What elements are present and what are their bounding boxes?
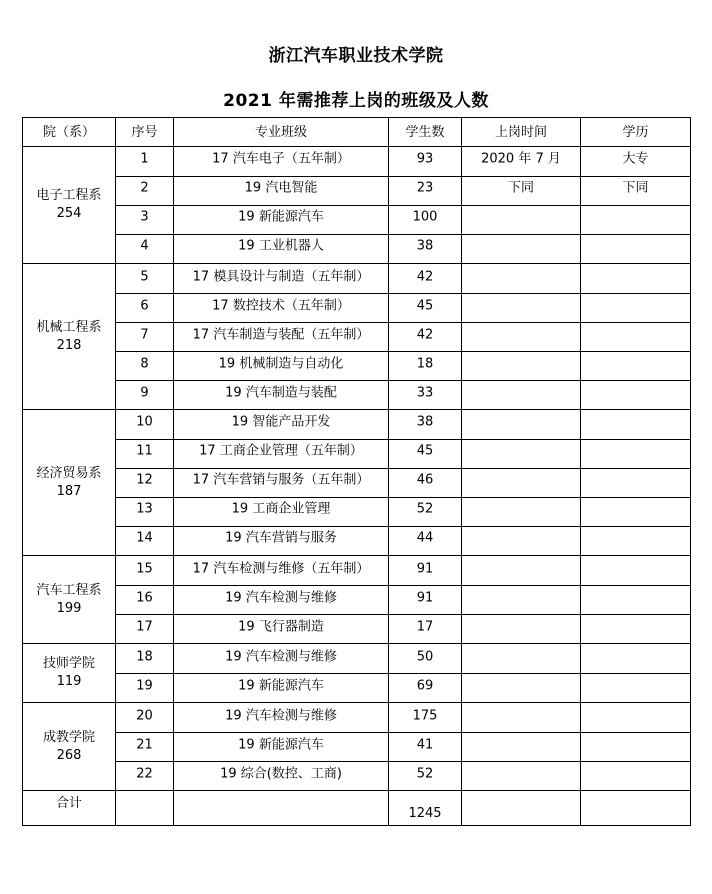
student-count: 52 xyxy=(416,501,434,517)
class-name-cell xyxy=(174,733,389,762)
table-row xyxy=(23,615,691,644)
student-count-cell xyxy=(389,703,462,733)
row-number-cell xyxy=(116,762,174,791)
education-level-cell xyxy=(581,206,691,235)
department-count: 268 xyxy=(56,747,82,763)
header-dept: 院（系） xyxy=(23,118,116,147)
row-number: 18 xyxy=(136,649,153,664)
class-name: 19 汽车检测与维修 xyxy=(225,590,337,606)
row-number: 12 xyxy=(136,472,153,488)
class-name: 17 汽车营销与服务（五年制） xyxy=(192,472,370,488)
row-number-cell xyxy=(116,615,174,644)
class-name: 17 数控技术（五年制） xyxy=(212,298,350,314)
class-name-cell xyxy=(174,410,389,440)
row-number-cell xyxy=(116,177,174,206)
student-count: 42 xyxy=(416,327,434,343)
education-level-cell xyxy=(581,264,691,294)
class-name: 19 新能源汽车 xyxy=(238,737,324,753)
student-count: 38 xyxy=(416,238,434,254)
student-count-cell xyxy=(389,206,462,235)
class-name-cell xyxy=(174,206,389,235)
row-number-cell xyxy=(116,294,174,323)
class-name: 19 工业机器人 xyxy=(238,238,324,254)
placement-time-cell xyxy=(462,147,581,177)
table-row xyxy=(23,762,691,791)
row-number: 6 xyxy=(140,298,149,314)
education-level-cell xyxy=(581,762,691,791)
department-name: 机械工程系 xyxy=(36,319,102,335)
class-name: 17 汽车检测与维修（五年制） xyxy=(192,561,370,576)
student-count: 100 xyxy=(412,209,438,225)
placement-time-cell xyxy=(462,294,581,323)
student-count: 23 xyxy=(416,180,434,196)
total-seq-empty xyxy=(116,791,174,826)
student-count-cell xyxy=(389,381,462,410)
class-name-cell xyxy=(174,294,389,323)
placement-time-cell xyxy=(462,556,581,586)
class-name: 17 工商企业管理（五年制） xyxy=(199,443,363,459)
student-count-cell xyxy=(389,733,462,762)
placement-time-cell xyxy=(462,733,581,762)
class-name-cell xyxy=(174,264,389,294)
placement-time-cell xyxy=(462,323,581,352)
row-number: 20 xyxy=(136,708,153,723)
student-count-cell xyxy=(389,498,462,527)
row-number-cell xyxy=(116,498,174,527)
document-subtitle: 2021 年需推荐上岗的班级及人数 xyxy=(223,91,489,111)
education-level-cell xyxy=(581,410,691,440)
row-number-cell xyxy=(116,410,174,440)
total-students: 1245 xyxy=(389,791,462,826)
class-name: 19 汽车检测与维修 xyxy=(225,649,337,664)
total-class-empty xyxy=(174,791,389,826)
row-number-cell xyxy=(116,586,174,615)
table-row xyxy=(23,498,691,527)
class-name-cell xyxy=(174,235,389,264)
student-count: 41 xyxy=(416,737,434,753)
row-number-cell xyxy=(116,264,174,294)
class-name-cell xyxy=(174,586,389,615)
student-count: 38 xyxy=(416,414,434,429)
class-name: 17 汽车电子（五年制） xyxy=(212,151,350,166)
department-name: 经济贸易系 xyxy=(36,465,102,481)
department-cell xyxy=(23,147,116,264)
class-name: 19 汽车制造与装配 xyxy=(225,385,337,401)
class-name: 19 机械制造与自动化 xyxy=(218,356,344,372)
class-name: 17 模具设计与制造（五年制） xyxy=(192,269,370,284)
table-row xyxy=(23,206,691,235)
row-number: 5 xyxy=(140,269,149,284)
student-count-cell xyxy=(389,352,462,381)
student-count: 17 xyxy=(416,619,434,635)
student-count: 45 xyxy=(416,298,434,314)
student-count-cell xyxy=(389,527,462,556)
placement-time-cell xyxy=(462,586,581,615)
student-count-cell xyxy=(389,762,462,791)
student-count-cell xyxy=(389,644,462,674)
student-count-cell xyxy=(389,264,462,294)
class-name: 19 汽车检测与维修 xyxy=(225,708,337,723)
class-name-cell xyxy=(174,644,389,674)
row-number: 8 xyxy=(140,356,149,372)
department-cell xyxy=(23,644,116,703)
table-row xyxy=(23,703,691,733)
row-number: 7 xyxy=(140,327,149,343)
total-time-empty xyxy=(462,791,581,826)
student-count-cell xyxy=(389,615,462,644)
row-number: 21 xyxy=(136,737,153,753)
student-count-cell xyxy=(389,235,462,264)
department-count: 187 xyxy=(56,483,82,499)
row-number: 15 xyxy=(136,561,153,576)
table-row xyxy=(23,147,691,177)
education-level-cell xyxy=(581,235,691,264)
class-name-cell xyxy=(174,703,389,733)
student-count: 50 xyxy=(416,649,434,664)
row-number-cell xyxy=(116,703,174,733)
row-number-cell xyxy=(116,147,174,177)
document-title: 浙江汽车职业技术学院 xyxy=(268,46,444,66)
table-row xyxy=(23,264,691,294)
placement-time: 2020 年 7 月 xyxy=(481,151,561,166)
class-name-cell xyxy=(174,323,389,352)
student-count: 175 xyxy=(412,708,438,723)
table-row xyxy=(23,586,691,615)
total-row xyxy=(23,791,691,826)
education-level-cell xyxy=(581,615,691,644)
total-edu-empty xyxy=(581,791,691,826)
student-count: 69 xyxy=(416,678,434,694)
student-count: 33 xyxy=(416,385,434,401)
class-name-cell xyxy=(174,674,389,703)
placement-time-cell xyxy=(462,644,581,674)
class-name-cell xyxy=(174,352,389,381)
table-row xyxy=(23,235,691,264)
row-number: 2 xyxy=(140,180,149,196)
class-name-cell xyxy=(174,177,389,206)
row-number-cell xyxy=(116,352,174,381)
department-count: 199 xyxy=(56,600,82,616)
department-name: 技师学院 xyxy=(42,656,95,671)
class-name: 19 飞行器制造 xyxy=(238,619,324,635)
education-level-cell xyxy=(581,352,691,381)
class-name: 19 新能源汽车 xyxy=(238,678,324,694)
education-level-cell xyxy=(581,733,691,762)
placement-time-cell xyxy=(462,410,581,440)
student-count: 52 xyxy=(416,766,434,782)
table-row xyxy=(23,644,691,674)
class-name-cell xyxy=(174,469,389,498)
class-name: 19 智能产品开发 xyxy=(231,414,331,429)
student-count: 91 xyxy=(416,590,434,606)
student-count: 18 xyxy=(416,356,434,372)
department-cell xyxy=(23,264,116,410)
department-name: 电子工程系 xyxy=(36,188,102,203)
table-row xyxy=(23,177,691,206)
student-count-cell xyxy=(389,556,462,586)
table-row xyxy=(23,527,691,556)
placement-time-cell xyxy=(462,762,581,791)
table-row xyxy=(23,323,691,352)
row-number: 10 xyxy=(136,414,153,429)
class-name-cell xyxy=(174,147,389,177)
education-level-cell xyxy=(581,294,691,323)
placement-time-cell xyxy=(462,177,581,206)
table-row xyxy=(23,440,691,469)
placement-table xyxy=(22,117,691,826)
education-level-cell xyxy=(581,498,691,527)
education-level-cell xyxy=(581,147,691,177)
row-number: 9 xyxy=(140,385,149,401)
class-name-cell xyxy=(174,556,389,586)
education-level-cell xyxy=(581,644,691,674)
placement-time: 下同 xyxy=(507,180,534,196)
department-name: 成教学院 xyxy=(42,729,95,745)
row-number: 14 xyxy=(136,530,153,546)
table-row xyxy=(23,352,691,381)
education-level-cell xyxy=(581,527,691,556)
placement-time-cell xyxy=(462,703,581,733)
student-count: 44 xyxy=(416,530,434,546)
placement-time-cell xyxy=(462,206,581,235)
row-number-cell xyxy=(116,527,174,556)
education-level-cell xyxy=(581,177,691,206)
header-time: 上岗时间 xyxy=(462,118,581,147)
department-name: 汽车工程系 xyxy=(36,582,102,598)
education-level-cell xyxy=(581,323,691,352)
education-level: 大专 xyxy=(622,151,649,166)
row-number-cell xyxy=(116,674,174,703)
student-count: 46 xyxy=(416,472,434,488)
placement-time-cell xyxy=(462,235,581,264)
table-row xyxy=(23,469,691,498)
table-row xyxy=(23,674,691,703)
row-number: 17 xyxy=(136,619,153,635)
student-count-cell xyxy=(389,177,462,206)
student-count: 93 xyxy=(416,151,434,166)
education-level-cell xyxy=(581,703,691,733)
placement-time-cell xyxy=(462,352,581,381)
department-cell xyxy=(23,703,116,791)
department-count: 218 xyxy=(56,337,82,353)
row-number: 11 xyxy=(136,443,153,459)
placement-time-cell xyxy=(462,527,581,556)
row-number: 1 xyxy=(140,151,149,166)
row-number: 22 xyxy=(136,766,153,782)
student-count: 45 xyxy=(416,443,434,459)
department-count: 119 xyxy=(56,674,82,689)
student-count: 91 xyxy=(416,561,434,576)
row-number-cell xyxy=(116,206,174,235)
education-level-cell xyxy=(581,586,691,615)
row-number-cell xyxy=(116,556,174,586)
class-name-cell xyxy=(174,527,389,556)
class-name: 19 新能源汽车 xyxy=(238,209,324,225)
row-number-cell xyxy=(116,733,174,762)
placement-time-cell xyxy=(462,615,581,644)
row-number-cell xyxy=(116,323,174,352)
placement-time-cell xyxy=(462,264,581,294)
table-row xyxy=(23,733,691,762)
education-level: 下同 xyxy=(622,180,649,196)
student-count-cell xyxy=(389,323,462,352)
student-count-cell xyxy=(389,147,462,177)
class-name: 17 汽车制造与装配（五年制） xyxy=(192,327,370,343)
row-number: 4 xyxy=(140,238,149,254)
placement-time-cell xyxy=(462,381,581,410)
header-row xyxy=(23,118,691,147)
row-number-cell xyxy=(116,469,174,498)
student-count-cell xyxy=(389,586,462,615)
education-level-cell xyxy=(581,381,691,410)
placement-time-cell xyxy=(462,674,581,703)
table-row xyxy=(23,381,691,410)
class-name: 19 汽电智能 xyxy=(244,180,318,196)
row-number: 19 xyxy=(136,678,153,694)
total-label: 合计 xyxy=(23,791,116,826)
student-count-cell xyxy=(389,410,462,440)
student-count-cell xyxy=(389,674,462,703)
row-number-cell xyxy=(116,440,174,469)
header-class: 专业班级 xyxy=(174,118,389,147)
class-name-cell xyxy=(174,762,389,791)
education-level-cell xyxy=(581,556,691,586)
department-cell xyxy=(23,556,116,644)
row-number: 13 xyxy=(136,501,153,517)
row-number: 3 xyxy=(140,209,149,225)
department-count: 254 xyxy=(56,206,82,221)
placement-time-cell xyxy=(462,498,581,527)
placement-time-cell xyxy=(462,440,581,469)
header-seq: 序号 xyxy=(116,118,174,147)
education-level-cell xyxy=(581,440,691,469)
class-name-cell xyxy=(174,381,389,410)
class-name-cell xyxy=(174,440,389,469)
student-count-cell xyxy=(389,440,462,469)
student-count-cell xyxy=(389,469,462,498)
class-name-cell xyxy=(174,498,389,527)
row-number-cell xyxy=(116,381,174,410)
student-count-cell xyxy=(389,294,462,323)
department-cell xyxy=(23,410,116,556)
header-education: 学历 xyxy=(581,118,691,147)
row-number: 16 xyxy=(136,590,153,606)
row-number-cell xyxy=(116,644,174,674)
header-students: 学生数 xyxy=(389,118,462,147)
table-row xyxy=(23,556,691,586)
class-name: 19 综合(数控、工商) xyxy=(220,766,342,782)
table-row xyxy=(23,294,691,323)
student-count: 42 xyxy=(416,269,434,284)
class-name: 19 汽车营销与服务 xyxy=(225,530,337,546)
education-level-cell xyxy=(581,674,691,703)
row-number-cell xyxy=(116,235,174,264)
table-row xyxy=(23,410,691,440)
education-level-cell xyxy=(581,469,691,498)
class-name-cell xyxy=(174,615,389,644)
class-name: 19 工商企业管理 xyxy=(231,501,331,517)
placement-time-cell xyxy=(462,469,581,498)
